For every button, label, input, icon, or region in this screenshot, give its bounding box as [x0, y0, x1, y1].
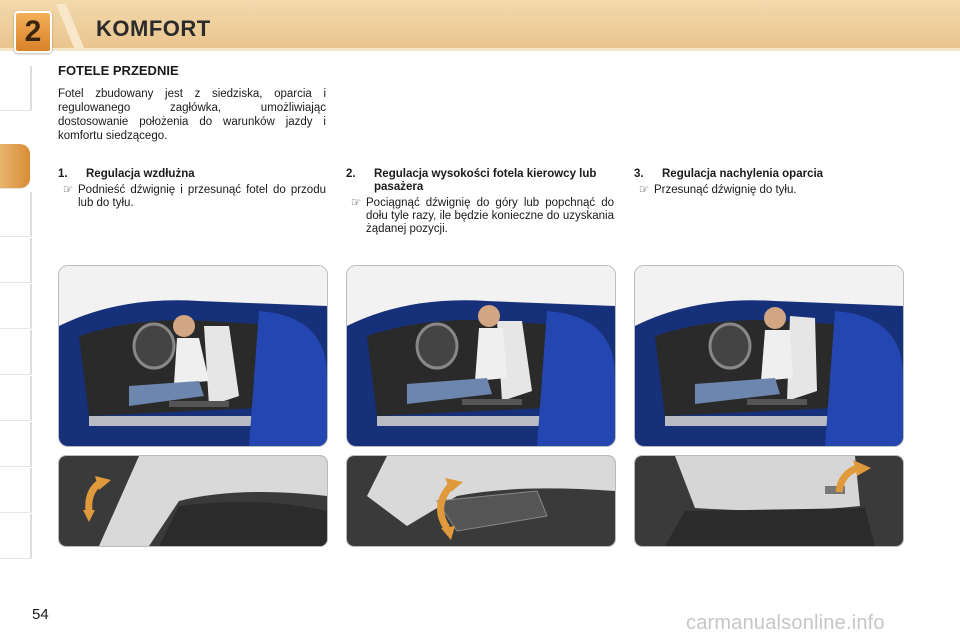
pointing-hand-icon: ☞ [350, 197, 362, 209]
intro-paragraph: Fotel zbudowany jest z siedziska, oparcia i regulowanego zagłówka, umożliwiając dostosowanie położenia do warunków jazdy i komfortu siedzącego. [58, 88, 326, 142]
seat-photo-2 [346, 265, 616, 447]
chapter-tab[interactable] [0, 376, 32, 421]
lever-closeup-2 [346, 455, 616, 547]
adjustment-text: Przesunąć dźwignię do tyłu. [654, 184, 797, 196]
lever-closeup-1 [58, 455, 328, 547]
chapter-tab[interactable] [0, 330, 32, 375]
adjustment-2 [346, 168, 614, 236]
chapter-tab[interactable] [0, 468, 32, 513]
adjustment-number: 2. [346, 168, 356, 180]
chapter-tab[interactable] [0, 192, 32, 237]
pointing-hand-icon: ☞ [638, 184, 650, 196]
seat-photo-1 [58, 265, 328, 447]
chapter-tab[interactable] [0, 238, 32, 283]
adjustment-text: Pociągnąć dźwignię do góry lub popchnąć do dołu tyle razy, ile będzie konieczne do uzyskania żądanej pozycji. [366, 197, 614, 235]
lever-closeup-3 [634, 455, 904, 547]
chapter-tabs [0, 66, 32, 576]
header-chevron-icon [56, 4, 84, 48]
adjustment-3 [634, 168, 902, 197]
adjustment-number: 3. [634, 168, 644, 180]
chapter-title: KOMFORT [96, 16, 211, 41]
chapter-tab[interactable] [0, 514, 32, 559]
adjustment-number: 1. [58, 168, 68, 180]
page-number: 54 [32, 606, 49, 623]
pointing-hand-icon: ☞ [62, 184, 74, 196]
adjustment-title: Regulacja wysokości fotela kierowcy lub pasażera [374, 168, 597, 193]
adjustment-title: Regulacja wzdłużna [86, 168, 195, 180]
chapter-number-badge[interactable]: 2 [14, 11, 52, 53]
header-divider [0, 48, 960, 51]
watermark: carmanualsonline.info [686, 612, 885, 634]
chapter-tab-active[interactable] [0, 144, 30, 189]
adjustment-title: Regulacja nachylenia oparcia [662, 168, 824, 180]
chapter-tab[interactable] [0, 422, 32, 467]
chapter-tab[interactable] [0, 284, 32, 329]
adjustment-text: Podnieść dźwignię i przesunąć fotel do przodu lub do tyłu. [78, 184, 326, 209]
section-title: FOTELE PRZEDNIE [58, 63, 179, 78]
seat-photo-3 [634, 265, 904, 447]
chapter-tab[interactable] [0, 66, 32, 111]
adjustment-1 [58, 168, 326, 210]
